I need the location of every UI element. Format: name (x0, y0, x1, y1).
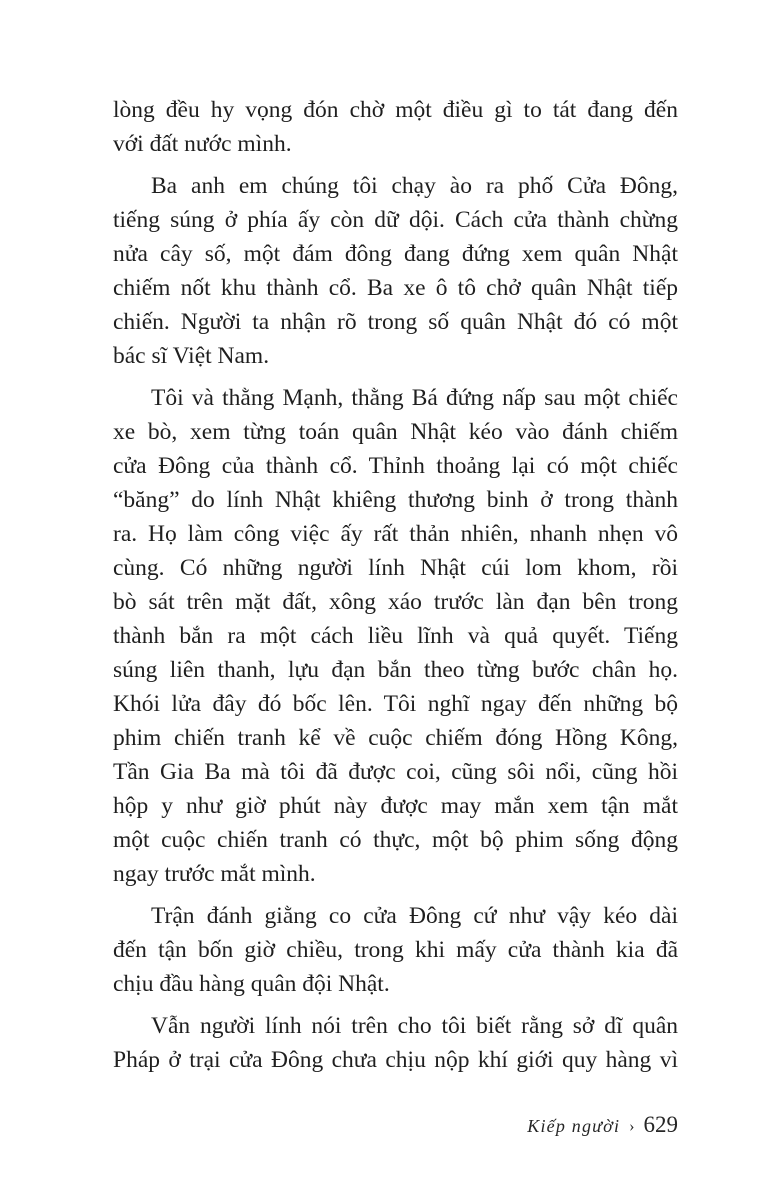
text-line: với đất nước mình. (113, 131, 292, 157)
text-line: hộp y như giờ phút này được may mắn xem tận mắt (113, 793, 678, 819)
text-line: ngay trước mắt mình. (113, 861, 316, 887)
text-line: Tần Gia Ba mà tôi đã được coi, cũng sôi nổi, cũng hồi (113, 759, 678, 785)
text-line: nửa cây số, một đám đông đang đứng xem quân Nhật (113, 241, 678, 267)
text-line: cửa Đông của thành cổ. Thỉnh thoảng lại có một chiếc (113, 453, 678, 479)
text-line: Khói lửa đây đó bốc lên. Tôi nghĩ ngay đến những bộ (113, 691, 678, 717)
text-line: Ba anh em chúng tôi chạy ào ra phố Cửa Đông, (151, 173, 678, 199)
text-line: thành bắn ra một cách liều lĩnh và quả quyết. Tiếng (113, 623, 678, 649)
text-line: đến tận bốn giờ chiều, trong khi mấy cửa thành kia đã (113, 937, 678, 963)
paragraph (113, 169, 678, 373)
paragraph (113, 1009, 678, 1077)
text-line: chịu đầu hàng quân đội Nhật. (113, 971, 390, 997)
paragraph (113, 93, 678, 161)
text-line: bác sĩ Việt Nam. (113, 343, 270, 369)
text-block (113, 93, 678, 1077)
text-line: “băng” do lính Nhật khiêng thương binh ở trong thành (113, 487, 678, 513)
text-line: Vẫn người lính nói trên cho tôi biết rằng sở dĩ quân (151, 1013, 678, 1039)
text-line: bò sát trên mặt đất, xông xáo trước làn đạn bên trong (113, 589, 678, 615)
text-line: phim chiến tranh kể về cuộc chiếm đóng Hồng Kông, (113, 725, 678, 751)
text-line: chiếm nốt khu thành cổ. Ba xe ô tô chở quân Nhật tiếp (113, 275, 678, 301)
text-line: súng liên thanh, lựu đạn bắn theo từng bước chân họ. (113, 657, 678, 683)
paragraph (113, 381, 678, 891)
text-line: cùng. Có những người lính Nhật cúi lom khom, rồi (113, 555, 678, 581)
text-line: Trận đánh giằng co cửa Đông cứ như vậy kéo dài (151, 903, 678, 929)
text-line: một cuộc chiến tranh có thực, một bộ phim sống động (113, 827, 678, 853)
text-line: Tôi và thằng Mạnh, thằng Bá đứng nấp sau một chiếc (151, 385, 678, 411)
page-footer (527, 1112, 678, 1138)
text-line: Pháp ở trại cửa Đông chưa chịu nộp khí giới quy hàng vì (113, 1047, 678, 1073)
text-line: xe bò, xem từng toán quân Nhật kéo vào đánh chiếm (113, 419, 678, 445)
text-line: tiếng súng ở phía ấy còn dữ dội. Cách cửa thành chừng (113, 207, 678, 233)
footer-separator-icon: › (629, 1118, 635, 1135)
text-line: ra. Họ làm công việc ấy rất thản nhiên, nhanh nhẹn vô (113, 521, 678, 547)
paragraph (113, 899, 678, 1001)
running-title: Kiếp người (527, 1116, 621, 1136)
page-number: 629 (643, 1112, 678, 1137)
text-line: chiến. Người ta nhận rõ trong số quân Nhật đó có một (113, 309, 678, 335)
text-line: lòng đều hy vọng đón chờ một điều gì to tát đang đến (113, 97, 678, 123)
